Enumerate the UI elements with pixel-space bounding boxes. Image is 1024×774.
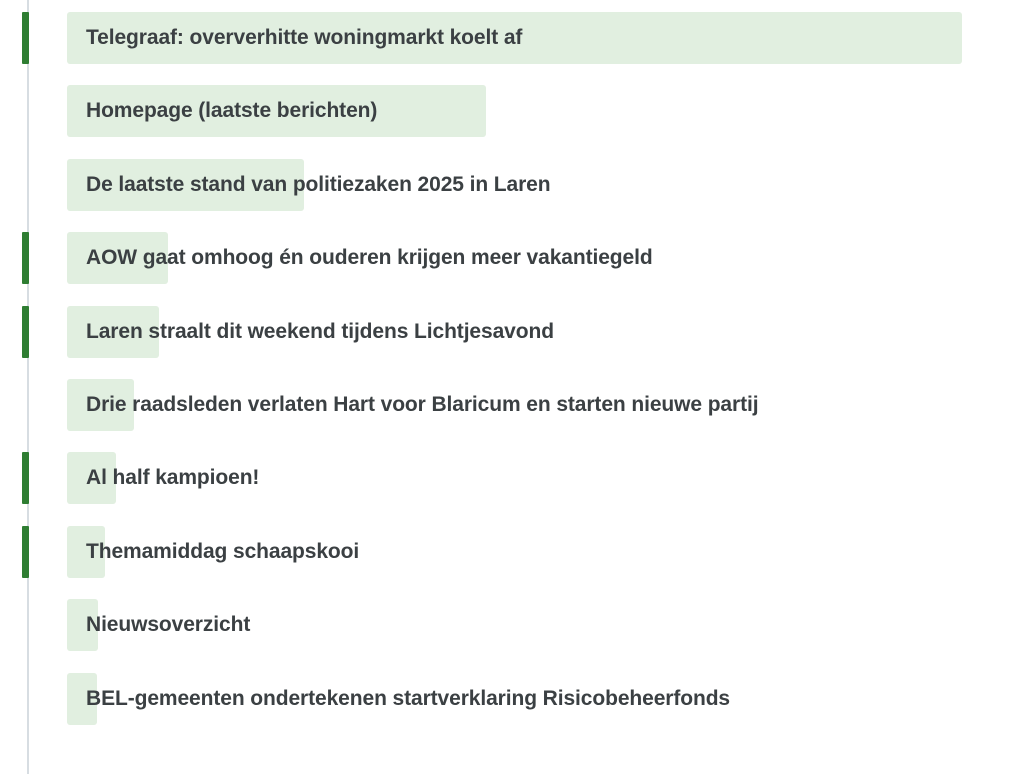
bar-label: BEL-gemeenten ondertekenen startverklaring Risicobeheerfonds bbox=[86, 686, 731, 710]
bar-label: Themamiddag schaapskooi bbox=[86, 539, 360, 563]
bar-label: Nieuwsoverzicht bbox=[86, 613, 251, 637]
bar-row[interactable] bbox=[0, 0, 1024, 73]
row-marker-icon bbox=[22, 306, 29, 358]
bar-label: Laren straalt dit weekend tijdens Lichtjesavond bbox=[86, 319, 554, 343]
bar-row[interactable] bbox=[0, 73, 1024, 146]
bar-label: De laatste stand van politiezaken 2025 in Laren bbox=[86, 172, 551, 196]
bar-label: AOW gaat omhoog én ouderen krijgen meer vakantiegeld bbox=[86, 246, 653, 270]
bar-label: Homepage (laatste berichten) bbox=[86, 99, 378, 123]
row-marker-icon bbox=[22, 452, 29, 504]
bar-row[interactable] bbox=[0, 587, 1024, 660]
bar-row[interactable] bbox=[0, 367, 1024, 440]
bar-label: Telegraaf: oververhitte woningmarkt koelt af bbox=[86, 26, 523, 49]
bar-row[interactable] bbox=[0, 440, 1024, 513]
bar-row[interactable] bbox=[0, 661, 1024, 734]
bar-row[interactable] bbox=[0, 147, 1024, 220]
bar-row[interactable] bbox=[0, 294, 1024, 367]
bar-label: Al half kampioen! bbox=[86, 466, 260, 490]
bar-row[interactable] bbox=[0, 220, 1024, 293]
row-marker-icon bbox=[22, 232, 29, 284]
row-marker-icon bbox=[22, 526, 29, 578]
bar-row[interactable] bbox=[0, 514, 1024, 587]
row-marker-icon bbox=[22, 12, 29, 64]
bar-label: Drie raadsleden verlaten Hart voor Blaricum en starten nieuwe partij bbox=[86, 393, 759, 416]
